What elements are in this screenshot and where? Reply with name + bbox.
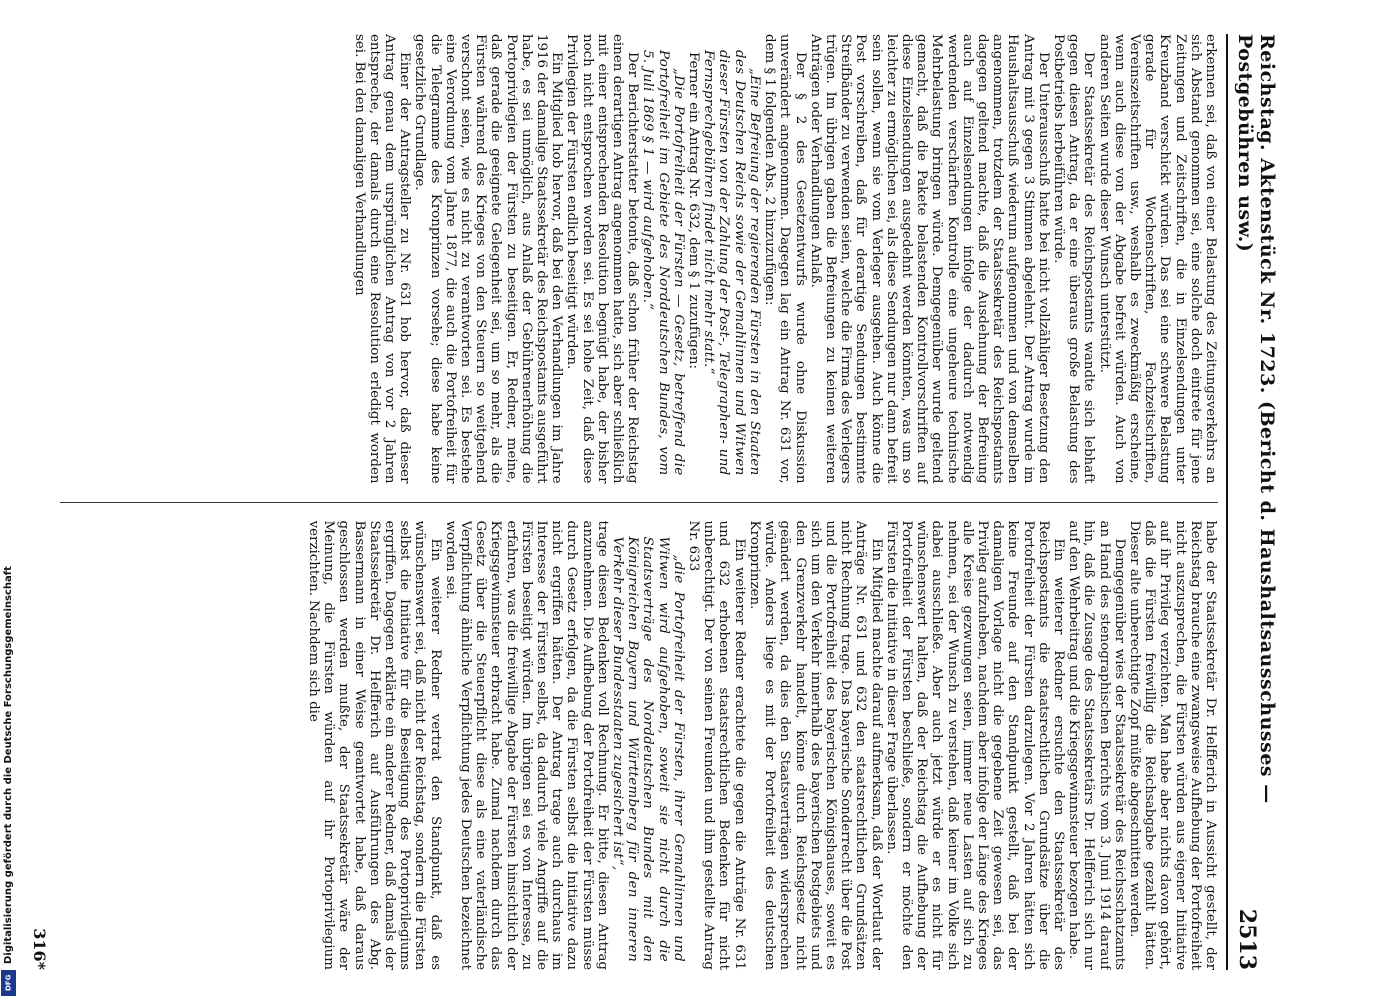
column-left [60, 34, 1218, 484]
paragraph: Ein weiterer Redner vertrat den Standpunkt, daß es wünschenswert sei, daß nicht der Reichstag, sondern die Fürsten selbst die Initiative für die Beseitigung des Portoprivilegiums ergriffen. Dagegen erklärte ein anderer Redner, daß damals der Staatssekretär Dr. Helfferich auf Ausführungen des Abg. Bassermann in einer Weise geantwortet habe, daß daraus geschlossen werden mußte, der Staatssekretär wäre der Meinung, die Fürsten würden auf ihr Portoprivilegium verzichten. Nachdem sich die [306, 520, 443, 970]
text-columns [60, 34, 1218, 970]
paragraph: Der Berichterstatter betonte, daß schon früher der Reichstag einen derartigen Antrag angenommen hatte, sich aber schließlich mit einer entsprechenden Resolution begnügt habe, der bisher noch nicht entsprochen worden sei. Es sei hohe Zeit, daß diese Privilegien der Fürsten endlich beseitigt würden. [564, 34, 641, 484]
paragraph: erkennen sei, daß von einer Belastung des Zeitungsverkehrs an sich Abstand genommen sei, eine solche doch eintrete für jene Zeitungen und Zeitschriften, die in Einzelsendungen unter Kreuzband verschickt würden. Das sei eine schwere Belastung gerade für Wochenschriften, Fachzeitschriften, Vereinszeitschriften usw., weshalb es zweckmäßig erscheine, wenn auch diese von der Abgabe befreit würden. Auch von anderen Seiten wurde dieser Wunsch unterstützt. [1096, 34, 1218, 484]
column-divider [60, 502, 1218, 503]
paragraph: Ein weiterer Redner ersuchte den Staatssekretär des Reichspostamts die staatsrechtlichen Grundsätze über die Portofreiheit der Fürsten darzulegen. Vor 2 Jahren hätten sich keine Freunde auf den Standpunkt gestellt, daß bei der damaligen Vorlage nicht die gegebene Zeit gewesen sei, das Privileg aufzuheben, nachdem aber infolge der Länge des Krieges alle Kreise gezwungen seien, immer neue Lasten auf sich zu nehmen, sei der Wunsch zu verstehen, daß keiner im Volke sich dabei ausschließe. Aber auch jetzt würde er es nicht für wünschenswert halten, daß der Reichstag die Aufhebung der Portofreiheit der Fürsten beschließe, sondern er möchte den Fürsten die Initiative in dieser Frage überlassen. [883, 520, 1066, 970]
paragraph: Demgegenüber wies der Staatssekretär des Reichsschatzamts an Hand des stenographischen Berichts vom 3. Juni 1914 darauf hin, daß die Zusage des Staatssekretärs Dr. Helfferich sich nur auf den Wehrbeitrag und die Kriegsgewinnsteuer bezogen habe. [1066, 520, 1127, 970]
paragraph: Ferner ein Antrag Nr. 632, dem § 1 zuzufügen: [686, 52, 702, 370]
paragraph: Ein Mitglied hob hervor, daß bei den Verhandlungen im Jahre 1916 der damalige Staatssekretär des Reichspostamts ausgeführt habe, es sei unmöglich, aus Anlaß der Gebührenerhöhung die Portoprivilegien der Fürsten zu beseitigen. Er, Redner, meine, daß gerade die geeignete Gelegenheit sei, um so mehr, als die Fürsten während des Krieges von den Steuern so weitgehend verschont seien, wie es nicht zu verantworten sei. Es bestehe eine Verordnung vom Jahre 1877, die auch die Portofreiheit für die Telegramme des Kronprinzen vorsehe; diese habe keine gesetzliche Grundlage. [412, 34, 565, 484]
quoted-motion: „Eine Befreiung der regierenden Fürsten in den Staaten des Deutschen Reichs sowie der Gemahlinnen und Witwen dieser Fürsten von der Zahlung der Post-, Telegraphen- und Fernsprechgebühren findet nicht mehr statt.“ [701, 50, 762, 476]
paragraph: Einer der Antragsteller zu Nr. 631 hob hervor, daß dieser Antrag genau dem ursprünglichen Antrag von vor 2 Jahren entspreche, der damals durch eine Resolution erledigt worden sei. Bei den damaligen Verhandlungen [351, 34, 413, 484]
paragraph: trage diesen Bedenken voll Rechnung. Er bitte, diesen Antrag anzunehmen. Die Aufhebung der Portofreiheit der Fürsten müsse durch Gesetz erfolgen, da die Fürsten selbst die Initiative dazu nicht ergriffen hätten. Der Antrag trage auch durchaus im Interesse der Fürsten selbst, da dadurch viele Angriffe auf die Fürsten beseitigt würden. Im übrigen sei es von Interesse, zu erfahren, was die freiwillige Abgabe der Fürsten hinsichtlich der Kriegsgewinnsteuer erbracht habe. Zumal nachdem durch das Gesetz über die Steuerpflicht diese als eine vaterländische Verpflichtung ähnliche Verpflichtung jedes Deutschen bezeichnet worden sei. [442, 520, 610, 970]
paragraph: Der Unterausschuß hatte bei nicht vollzähliger Besetzung den Antrag mit 3 gegen 3 Stimmen abgelehnt. Der Antrag wurde im Haushaltsausschuß wiederum aufgenommen und von demselben angenommen, trotzdem der Staatssekretär des Reichspostamts dagegen geltend machte, daß die Ausdehnung der Befreiung auch auf Einzelsendungen infolge der dadurch notwendig werdenden verschärften Kontrolle eine ungeheure technische Mehrbelastung bringen würde. Demgegenüber wurde geltend gemacht, daß die Pakete belastenden Kontrollvorschriften auf diese Einzelsendungen ausgedehnt werden könnten, was um so leichter zu ermöglichen sei, als diese Sendungen nur dann befreit sein sollen, wenn sie vom Verleger ausgehen. Auch könne die Post vorschreiben, daß für derartige Sendungen bestimmte Streifbänder zu verwenden seien, welche die Firma des Verlegers trügen. Im übrigen gaben die Befreiungen zu keinen weiteren Anträgen oder Verhandlungen Anlaß. [807, 34, 1051, 484]
paragraph: Der Staatssekretär des Reichspostamts wandte sich lebhaft gegen diesen Antrag, da er eine überaus große Belastung des Postbetriebs herbeiführen würde. [1050, 34, 1097, 484]
signature-mark: 316* [30, 928, 49, 970]
quoted-motion: „die Portofreiheit der Fürsten, ihrer Gemahlinnen und Witwen wird aufgehoben, soweit sie nicht durch die Staatsverträge des Norddeutschen Bundes mit den Königreichen Bayern und Württemberg für den inneren Verkehr dieser Bundesstaaten zugesichert ist“, [610, 536, 686, 962]
digitization-notice-text: Digitalisierung gefördert durch die Deutsche Forschungsgemeinschaft [3, 566, 14, 964]
dfg-logo-icon: DFG [1, 970, 16, 996]
paragraph: Ein weiterer Redner erachtete die gegen die Anträge Nr. 631 und 632 erhobenen staatsrechtlichen Bedenken für nicht unberechtigt. Der von seinen Freunden und ihm gestellte Antrag Nr. 633 [686, 520, 747, 970]
column-right [60, 521, 1218, 971]
page-title: Reichstag. Aktenstück Nr. 1723. (Bericht d. Haushaltsausschusses — Postgebühren usw.) [1234, 34, 1278, 804]
digitization-notice [0, 0, 18, 1000]
quoted-motion: „Die Portofreiheit der Fürsten — Gesetz, betreffend die Portofreiheit im Gebiete des Norddeutschen Bundes, vom 5. Juli 1869 § 1 — wird aufgehoben.“ [640, 50, 686, 476]
page-header [1226, 34, 1278, 970]
page-number: 2513 [1234, 908, 1260, 970]
paragraph: Der § 2 des Gesetzentwurfs wurde ohne Diskussion unverändert angenommen. Dagegen lag ein Antrag Nr. 631 vor, dem § 1 folgenden Abs. 2 hinzuzufügen: [762, 34, 808, 484]
paragraph: habe der Staatssekretär Dr. Helfferich in Aussicht gestellt, der Reichstag brauche eine zwangsweise Aufhebung der Portofreiheit nicht auszusprechen, die Fürsten würden aus eigener Initiative auf ihr Privileg verzichten. Man habe aber nichts davon gehört, daß die Fürsten freiwillig die Reichsabgabe gezahlt hätten. Dieser alte unberechtigte Zopf müßte abgeschnitten werden. [1126, 520, 1218, 970]
paragraph: Ein Mitglied machte darauf aufmerksam, daß der Wortlaut der Anträge Nr. 631 und 632 den staatsrechtlichen Grundsätzen nicht Rechnung trage. Das bayerische Sonderrecht über die Post und die Portofreiheit des bayerischen Königshauses, soweit es sich um den Verkehr innerhalb des bayerischen Postgebiets und den Grenzverkehr handelt, könne durch Reichsgesetz nicht geändert werden, da dies den Staatsverträgen widersprechen würde. Anders liege es mit der Portofreiheit des deutschen Kronprinzen. [746, 520, 884, 970]
